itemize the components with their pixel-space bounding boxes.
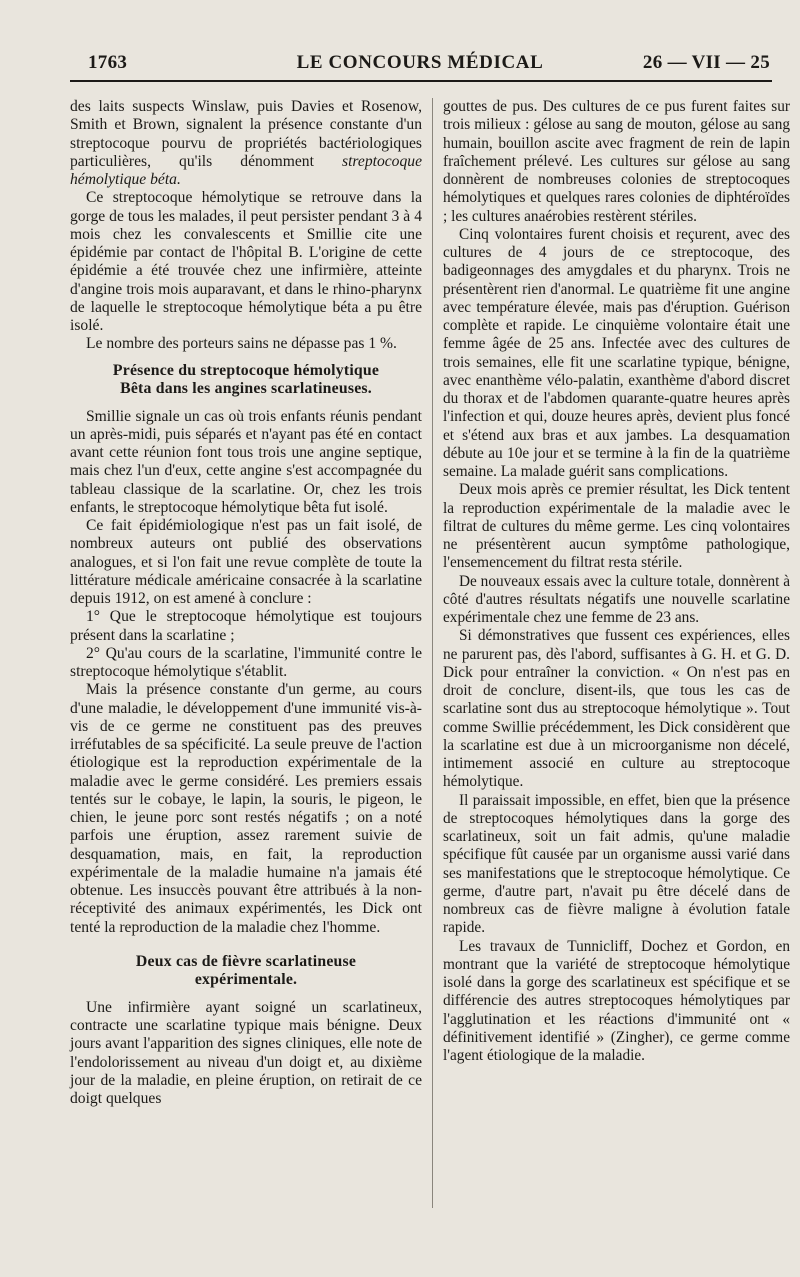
heading-line: Présence du streptocoque hémolytique (112, 361, 380, 379)
issue-date: 26 — VII — 25 (642, 52, 770, 73)
page-header (70, 52, 770, 78)
paragraph: Le nombre des porteurs sains ne dépasse pas 1 %. (86, 335, 397, 353)
paragraph (70, 98, 422, 189)
journal-title: LE CONCOURS MÉDICAL (296, 52, 544, 73)
right-column (443, 98, 790, 1065)
paragraph: Il paraissait impossible, en effet, bien que la présence de streptocoques hémolytiques dans la gorge des scarlatineux, soit un fait admis, qu'une maladie spécifique fût causée par un organisme aussi varié dans ses manifestations que le streptocoque hémolytique. Ce germe, d'autre part, n'avait pu être décelé dans de nombreux cas de fièvre maligne à évolution fatale rapide. (443, 791, 790, 937)
heading-line: Deux cas de fièvre scarlatineuse (135, 952, 357, 970)
section-heading (70, 953, 422, 989)
paragraph: Ce fait épidémiologique n'est pas un fait isolé, de nombreux auteurs ont publié des observations analogues, et si l'on fait une revue complète de toute la littérature médicale américaine consacrée à la scarlatine depuis 1912, on est amené à conclure : (70, 517, 422, 607)
paragraph: Smillie signale un cas où trois enfants réunis pendant un après-midi, puis séparés et n'ayant pas été en contact avant cette réunion font tous trois une angine septique, mais chez l'un d'eux, cette angine s'est accompagnée du tableau classique de la scarlatine. Or, chez les trois enfants, le streptocoque hémolytique bêta fut isolé. (70, 407, 422, 516)
heading-line: Bêta dans les angines scarlatineuses. (120, 379, 372, 397)
page-number: 1763 (88, 52, 128, 73)
paragraph: Ce streptocoque hémolytique se retrouve dans la gorge de tous les malades, il peut persister pendant 3 à 4 mois chez les convalescents et Smillie cite une épidémie par contact de l'hôpital B. L'origine de cette épidémie a été trouvée chez une infirmière, atteinte d'angine trois mois auparavant, et dans le rhino-pharynx de laquelle le streptocoque hémolytique béta a pu être isolé. (70, 189, 422, 334)
paragraph: De nouveaux essais avec la culture totale, donnèrent à côté d'autres résultats négatifs une nouvelle scarlatine expérimentale chez une femme de 23 ans. (443, 572, 790, 626)
left-column (70, 98, 422, 1108)
italic-term: streptocoque hémolytique béta. (70, 152, 422, 188)
paragraph: gouttes de pus. Des cultures de ce pus furent faites sur trois milieux : gélose au sang de mouton, gélose au sang humain, bouillon ascite avec fragment de rein de lapin fraîchement prélevé. Les cultures sur gélose au sang donnèrent de nombreuses colonies de streptocoques hémolytiques et quelques rares colonies de diphtéroïdes ; les cultures anaérobies restèrent stériles. (443, 98, 790, 225)
paragraph: 2° Qu'au cours de la scarlatine, l'immunité contre le streptocoque hémolytique s'établit. (70, 644, 422, 680)
heading-line: expérimentale. (194, 970, 298, 988)
paragraph: 1° Que le streptocoque hémolytique est toujours présent dans la scarlatine ; (70, 608, 422, 644)
paragraph: Mais la présence constante d'un germe, au cours d'une maladie, le développement d'une immunité vis-à-vis de ce germe ne constituent pas des preuves irréfutables de sa spécificité. La seule preuve de l'action étiologique est la reproduction expérimentale de la maladie avec le germe considéré. Les premiers essais tentés sur le cobaye, le lapin, la souris, le pigeon, le chien, le jeune porc sont restés négatifs ; on a noté parfois une éruption, assez rarement suivie de desquamation, mais, en fait, la reproduction expérimentale de la maladie humaine n'a jamais été obtenue. Les insuccès pouvant être attribués à la non-réceptivité des animaux expérimentés, les Dick ont tenté la reproduction de la maladie chez l'homme. (70, 681, 422, 936)
paragraph: Si démonstratives que fussent ces expériences, elles ne parurent pas, dès l'abord, suffisantes à G. H. et G. D. Dick pour entraîner la conviction. « On n'est pas en droit de conclure, disent-ils, que tous les cas de scarlatine sont dus au streptocoque hémolytique ». Tout comme Swillie précédemment, les Dick considèrent que la scarlatine est due à un microorganisme non décelé, intimement associé en culture au streptocoque hémolytique. (443, 627, 790, 791)
section-heading (70, 362, 422, 398)
paragraph: Cinq volontaires furent choisis et reçurent, avec des cultures de 4 jours de ce streptocoque, des badigeonnages des amygdales et du pharynx. Trois ne présentèrent rien d'anormal. Le quatrième fit une angine avec température élevée, mais pas d'éruption. Guérison complète et rapide. Le cinquième volontaire était une femme âgée de 25 ans. Infectée avec des cultures de trois semaines, elle fit une scarlatine typique, bénigne, avec enanthème vélo-palatin, exanthème d'abord discret du thorax et de l'abdomen quarante-quatre heures après l'infection et qui, douze heures après, devient plus foncé et s'étend aux bras et aux jambes. La desquamation débute au 10e jour et se termine à la fin de la quatrième semaine. La malade guérit sans complications. (443, 225, 790, 480)
paragraph-text: des laits suspects Winslaw, puis Davies et Rosenow, Smith et Brown, signalent la présence constante d'un streptocoque pourvu de propriétés bactériologiques particulières, qu'ils dénomment (70, 98, 422, 170)
paragraph: Les travaux de Tunnicliff, Dochez et Gordon, en montrant que la variété de streptocoque hémolytique isolé dans la gorge des scarlatineux est spécifique et se différencie des autres streptocoques hémolytiques par l'agglutination et les réactions d'immunité ont « définitivement identifié » (Zingher), ce germe comme l'agent étiologique de la maladie. (443, 937, 790, 1064)
paragraph: Une infirmière ayant soigné un scarlatineux, contracte une scarlatine typique mais bénigne. Deux jours avant l'apparition des signes cliniques, elle note de l'endolorissement au niveau d'un doigt et, au dixième jour de la maladie, en pleine éruption, on retirait de ce doigt quelques (70, 998, 422, 1107)
header-rule (70, 80, 772, 82)
column-divider (432, 98, 433, 1208)
paragraph: Deux mois après ce premier résultat, les Dick tentent la reproduction expérimentale de la maladie avec le filtrat de cultures du même germe. Les cinq volontaires ne présentèrent aucun symptôme pathologique, l'ensemencement du filtrat resta stérile. (443, 481, 790, 572)
